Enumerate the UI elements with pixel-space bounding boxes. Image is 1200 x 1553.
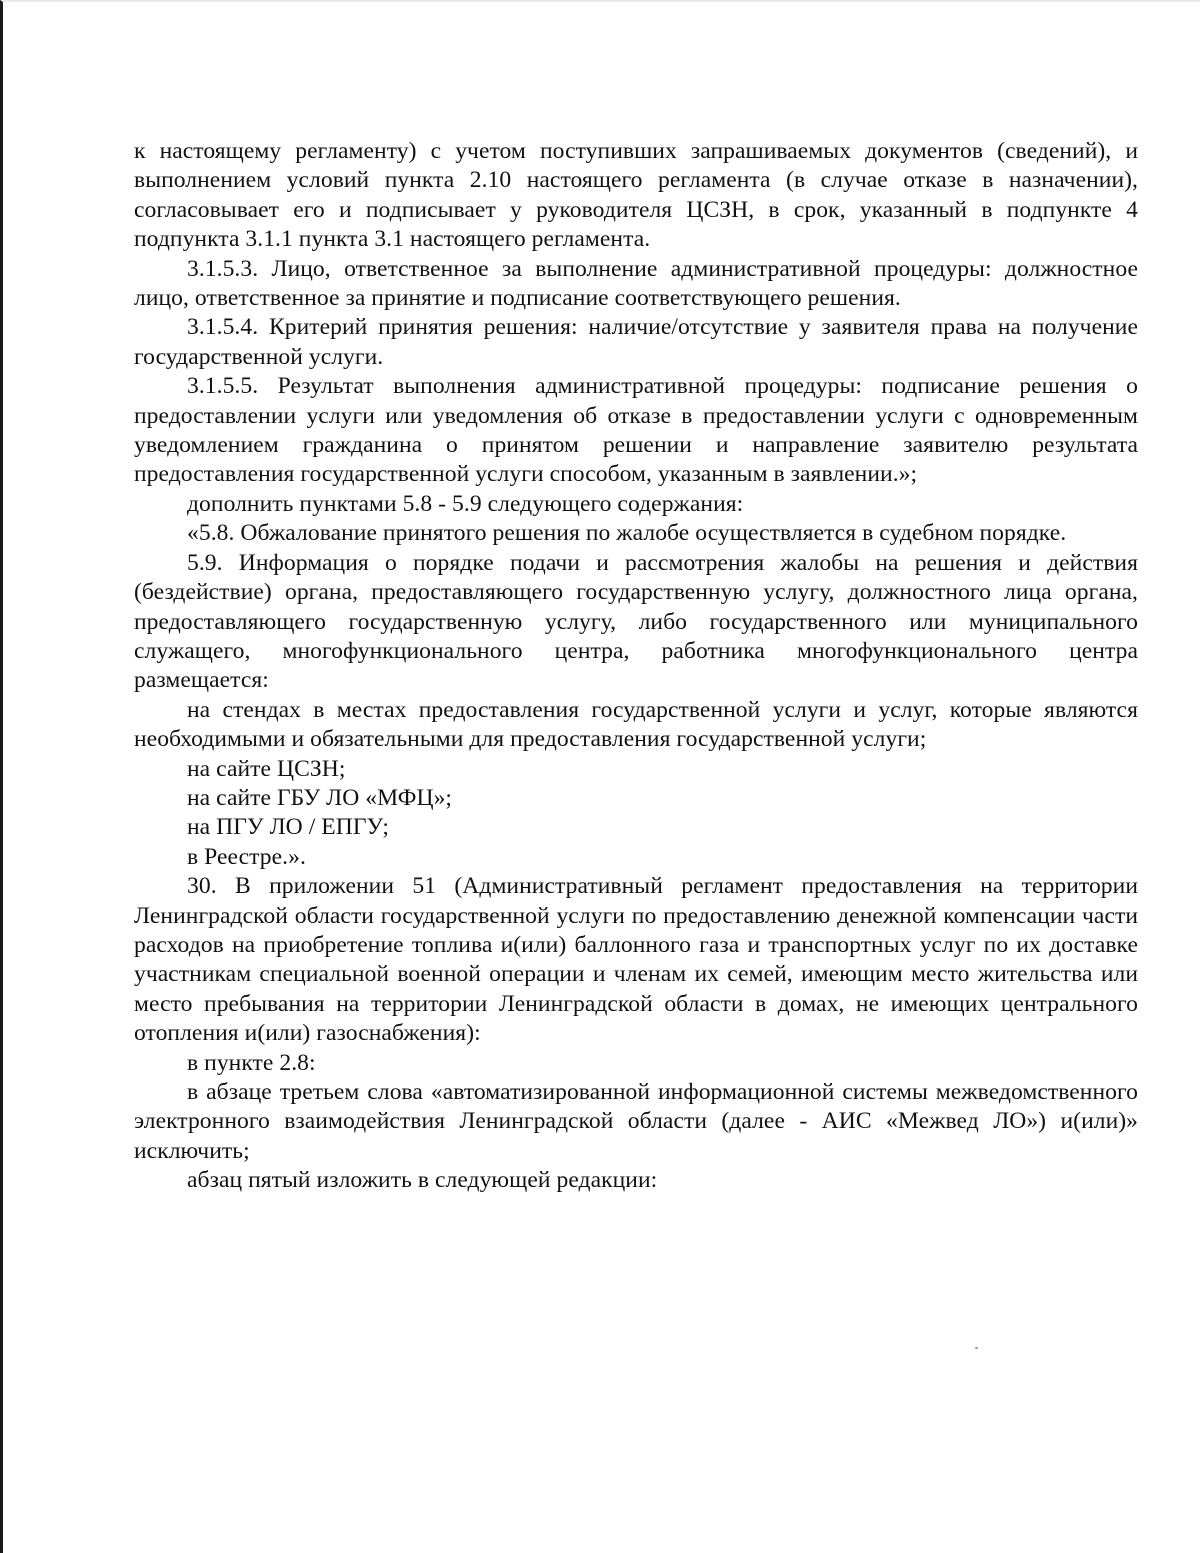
paragraph-fifth-abzac: абзац пятый изложить в следующей редакции:: [187, 1167, 658, 1194]
paragraph-registry: в Реестре.».: [187, 843, 306, 870]
paragraph-3-1-5-5: 3.1.5.5. Результат выполнения административной процедуры: подписание решения о предоставлении услуги или уведомления об отказе в предоставлении услуги с одновременным уведомлением гражданина о принятом решении и направление заявителю результата предоставления государственной услуги способом, указанным в заявлении.»;: [134, 373, 1138, 488]
paragraph-3-1-5-4: 3.1.5.4. Критерий принятия решения: наличие/отсутствие у заявителя права на получение государственной услуги.: [134, 314, 1138, 370]
paragraph-continuation: к настоящему регламенту) с учетом поступивших запрашиваемых документов (сведений), и выполнением условий пункта 2.10 настоящего регламента (в случае отказе в назначении), согласовывает его и подписывает у руководителя ЦСЗН, в срок, указанный в подпункте 4 подпункта 3.1.1 пункта 3.1 настоящего регламента.: [134, 138, 1138, 253]
paragraph-3-1-5-3: 3.1.5.3. Лицо, ответственное за выполнение административной процедуры: должностное лицо, ответственное за принятие и подписание соответствующего решения.: [134, 255, 1138, 312]
paragraph-add-points: дополнить пунктами 5.8 - 5.9 следующего содержания:: [187, 490, 744, 517]
paragraph-pgu: на ПГУ ЛО / ЕПГУ;: [187, 814, 389, 841]
document-body: [134, 137, 1138, 1196]
paragraph-third-abzac: в абзаце третьем слова «автоматизированной информационной системы межведомственного электронного взаимодействия Ленинградской области (далее - АИС «Межвед ЛО») и(или)» исключить;: [134, 1079, 1138, 1164]
paragraph-30: 30. В приложении 51 (Административный регламент предоставления на территории Ленинградской области государственной услуги по предоставлению денежной компенсации части расходов на приобретение топлива и(или) баллонного газа и транспортных услуг по их доставке участникам специальной военной операции и членам их семей, имеющим место жительства или место пребывания на территории Ленинградской области в домах, не имеющих центрального отопления и(или) газоснабжения):: [134, 873, 1138, 1047]
paragraph-stands: на стендах в местах предоставления государственной услуги и услуг, которые являются необходимыми и обязательными для предоставления государственной услуги;: [134, 696, 1138, 753]
paragraph-5-8: «5.8. Обжалование принятого решения по жалобе осуществляется в судебном порядке.: [187, 520, 1067, 547]
scan-speck: [975, 1347, 978, 1349]
paragraph-site-cszn: на сайте ЦСЗН;: [187, 755, 346, 782]
paragraph-site-mfc: на сайте ГБУ ЛО «МФЦ»;: [187, 784, 453, 811]
paragraph-point-2-8: в пункте 2.8:: [187, 1049, 316, 1076]
paragraph-5-9: 5.9. Информация о порядке подачи и рассмотрения жалобы на решения и действия (бездействие) органа, предоставляющего государственную услугу, должностного лица органа, предоставляющего государственную услугу, либо государственного или муниципального служащего, многофункционального центра, работника многофункционального центра размещается:: [134, 549, 1138, 694]
